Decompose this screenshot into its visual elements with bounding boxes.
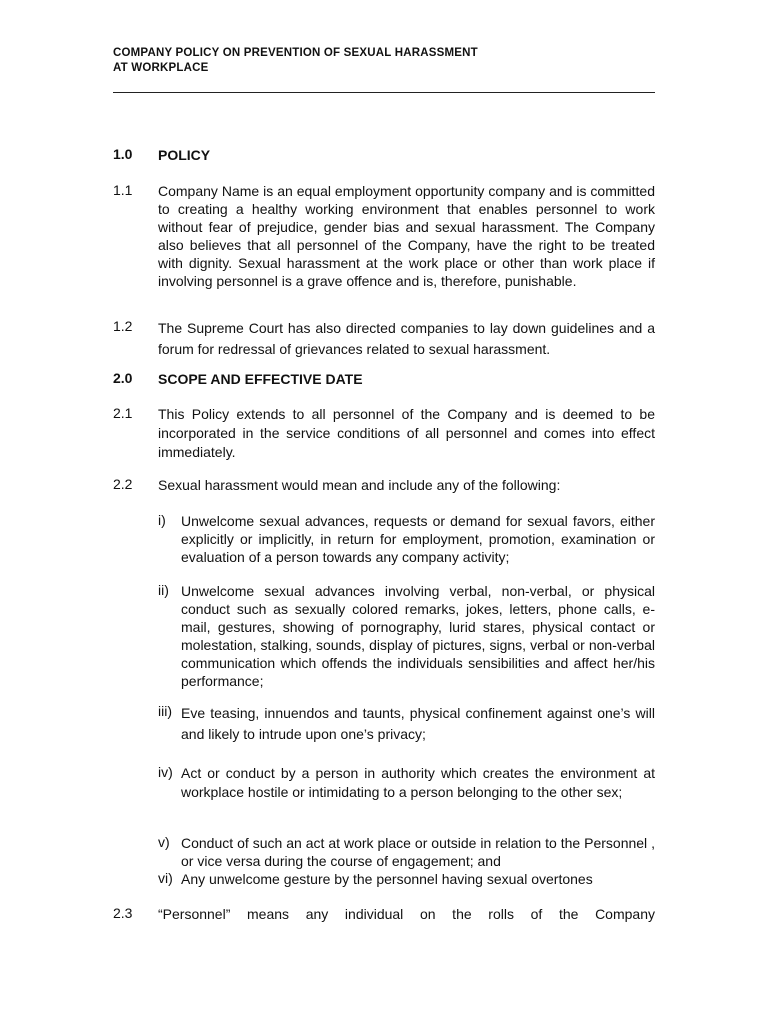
clause-text: This Policy extends to all personnel of the Company and is deemed to be incorporated in the service conditions of all personnel and comes into effect immediately.	[158, 406, 655, 460]
list-item-number: vi)	[158, 870, 173, 886]
clause-text: The Supreme Court has also directed companies to lay down guidelines and a forum for redressal of grievances related to sexual harassment.	[158, 320, 655, 357]
header-title-line1: COMPANY POLICY ON PREVENTION OF SEXUAL HARASSMENT	[113, 47, 478, 59]
section-title: POLICY	[158, 147, 211, 163]
clause-number: 2.3	[113, 905, 133, 921]
header-divider	[113, 92, 655, 93]
list-item-number: i)	[158, 512, 166, 528]
clause-text: Sexual harassment would mean and include any of the following:	[158, 477, 561, 493]
section-title: SCOPE AND EFFECTIVE DATE	[158, 371, 363, 387]
list-item-number: iv)	[158, 764, 173, 780]
clause-number: 1.2	[113, 318, 133, 334]
clause-text: “Personnel” means any individual on the rolls of the Company	[158, 906, 655, 922]
list-item-text: Conduct of such an act at work place or outside in relation to the Personnel , or vice versa during the course of engagement; and	[181, 835, 655, 869]
list-item-text: Unwelcome sexual advances involving verbal, non-verbal, or physical conduct such as sexually colored remarks, jokes, letters, phone calls, e-mail, gestures, showing of pornography, lurid stares, physical contact or molestation, stalking, sounds, display of pictures, signs, verbal or non-verbal communication which offends the individuals sensibilities and affect her/his performance;	[181, 583, 655, 689]
list-item-text: Eve teasing, innuendos and taunts, physical confinement against one’s will and likely to intrude upon one’s privacy;	[181, 705, 655, 742]
list-item-text: Any unwelcome gesture by the personnel having sexual overtones	[181, 871, 593, 887]
list-item-text: Unwelcome sexual advances, requests or demand for sexual favors, either explicitly or implicitly, in return for employment, promotion, examination or evaluation of a person towards any company activity;	[181, 513, 655, 565]
section-number: 2.0	[113, 370, 133, 386]
clause-number: 1.1	[113, 182, 133, 198]
list-item-number: iii)	[158, 703, 172, 719]
section-number: 1.0	[113, 146, 133, 162]
header-title-line2: AT WORKPLACE	[113, 62, 209, 74]
clause-number: 2.2	[113, 476, 133, 492]
list-item-text: Act or conduct by a person in authority which creates the environment at workplace hostile or intimidating to a person belonging to the other sex;	[181, 765, 655, 800]
document-header	[113, 46, 655, 76]
clause-text: Company Name is an equal employment opportunity company and is committed to creating a healthy working environment that enables personnel to work without fear of prejudice, gender bias and sexual harassment. The Company also believes that all personnel of the Company, have the right to be treated with dignity. Sexual harassment at the work place or other than work place if involving personnel is a grave offence and is, therefore, punishable.	[158, 183, 655, 289]
clause-number: 2.1	[113, 405, 133, 421]
list-item-number: v)	[158, 834, 170, 850]
list-item-number: ii)	[158, 582, 169, 598]
